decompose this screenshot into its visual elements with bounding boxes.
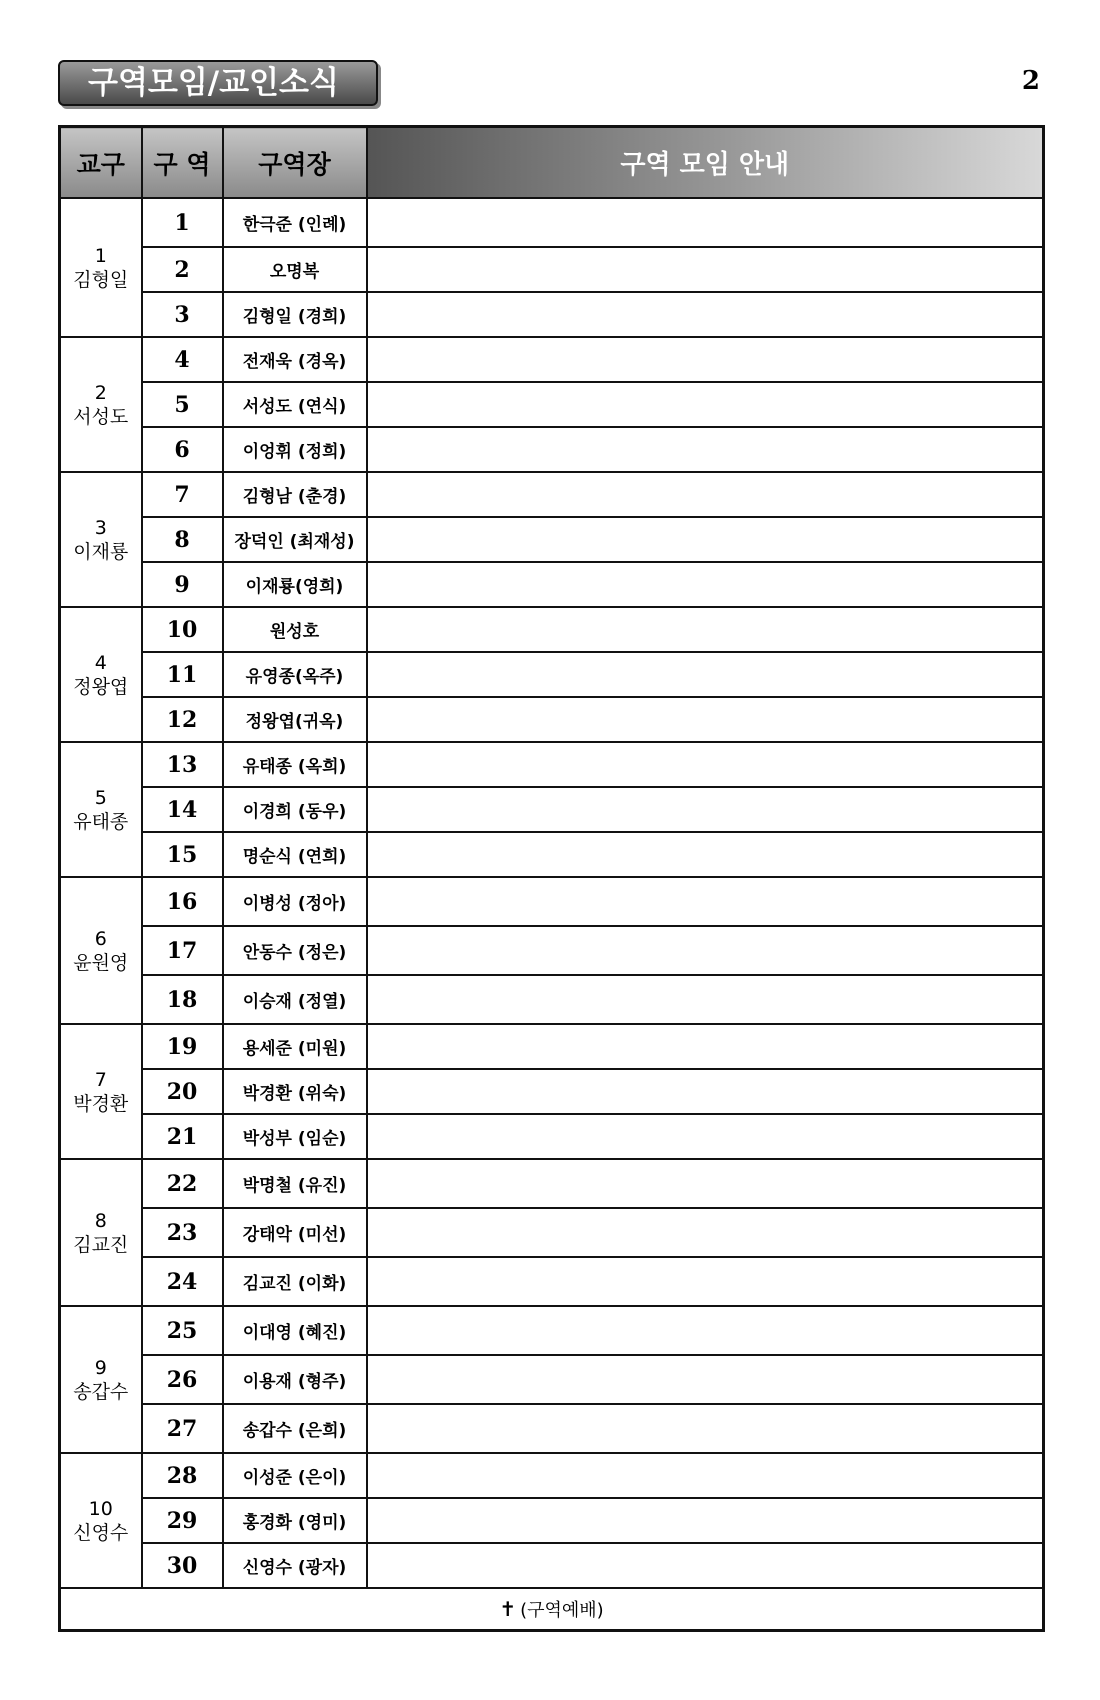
region-number: 11 — [142, 652, 223, 697]
table-row — [60, 832, 1044, 877]
region-number: 30 — [142, 1543, 223, 1588]
region-leader-name: 박경환 (위숙) — [223, 1069, 367, 1114]
district-number: 3 — [94, 516, 107, 539]
region-number: 9 — [142, 562, 223, 607]
district-number: 9 — [94, 1356, 107, 1379]
district-cell — [60, 1159, 142, 1306]
region-number: 12 — [142, 697, 223, 742]
footer-label: (구역예배) — [520, 1600, 604, 1621]
region-number: 2 — [142, 247, 223, 292]
region-number: 22 — [142, 1159, 223, 1208]
region-number: 20 — [142, 1069, 223, 1114]
meeting-guide-cell[interactable] — [367, 292, 1044, 337]
table-row — [60, 562, 1044, 607]
region-leader-name: 강태악 (미선) — [223, 1208, 367, 1257]
meeting-guide-cell[interactable] — [367, 1306, 1044, 1355]
region-number: 7 — [142, 472, 223, 517]
region-number: 8 — [142, 517, 223, 562]
region-leader-name: 신영수 (광자) — [223, 1543, 367, 1588]
region-number: 13 — [142, 742, 223, 787]
district-leader-name: 박경환 — [73, 1092, 129, 1115]
district-cell — [60, 472, 142, 607]
table-row — [60, 877, 1044, 926]
meeting-guide-cell[interactable] — [367, 1404, 1044, 1453]
table-row — [60, 1159, 1044, 1208]
district-cell — [60, 607, 142, 742]
table-row — [60, 1208, 1044, 1257]
column-header-region: 구 역 — [142, 127, 223, 199]
region-leader-name: 김형남 (춘경) — [223, 472, 367, 517]
district-cell — [60, 198, 142, 337]
region-number: 19 — [142, 1024, 223, 1069]
district-leader-name: 김형일 — [73, 268, 129, 291]
region-leader-name: 이경희 (동우) — [223, 787, 367, 832]
table-header-row — [60, 127, 1044, 199]
region-leader-name: 이승재 (정열) — [223, 975, 367, 1024]
district-leader-name: 이재룡 — [73, 540, 129, 563]
table-row — [60, 1498, 1044, 1543]
region-leader-name: 이재룡(영희) — [223, 562, 367, 607]
district-cell — [60, 337, 142, 472]
table-row — [60, 975, 1044, 1024]
region-leader-name: 장덕인 (최재성) — [223, 517, 367, 562]
table-row — [60, 292, 1044, 337]
district-leader-name: 서성도 — [73, 405, 129, 428]
region-number: 4 — [142, 337, 223, 382]
region-number: 6 — [142, 427, 223, 472]
region-leader-name: 한극준 (인례) — [223, 198, 367, 247]
table-row — [60, 1257, 1044, 1306]
district-cell — [60, 1453, 142, 1588]
district-number: 6 — [94, 927, 107, 950]
meeting-guide-cell[interactable] — [367, 1257, 1044, 1306]
region-number: 23 — [142, 1208, 223, 1257]
district-leader-name: 신영수 — [73, 1521, 129, 1544]
table-row — [60, 1114, 1044, 1159]
region-number: 15 — [142, 832, 223, 877]
region-leader-name: 전재욱 (경옥) — [223, 337, 367, 382]
region-leader-name: 이성준 (은이) — [223, 1453, 367, 1498]
page-title: 구역모임/교인소식 — [58, 60, 378, 106]
meeting-guide-cell[interactable] — [367, 742, 1044, 787]
meeting-guide-cell[interactable] — [367, 607, 1044, 652]
region-number: 10 — [142, 607, 223, 652]
meeting-guide-cell[interactable] — [367, 926, 1044, 975]
region-leader-name: 박성부 (임순) — [223, 1114, 367, 1159]
region-number: 5 — [142, 382, 223, 427]
region-leader-name: 이병성 (정아) — [223, 877, 367, 926]
region-leader-name: 정왕엽(귀옥) — [223, 697, 367, 742]
meeting-guide-cell[interactable] — [367, 1543, 1044, 1588]
table-row — [60, 1543, 1044, 1588]
table-row — [60, 337, 1044, 382]
region-leader-name: 오명복 — [223, 247, 367, 292]
meeting-guide-cell[interactable] — [367, 787, 1044, 832]
table-row — [60, 1024, 1044, 1069]
meeting-guide-cell[interactable] — [367, 337, 1044, 382]
district-leader-name: 정왕엽 — [73, 675, 129, 698]
meeting-guide-cell[interactable] — [367, 1453, 1044, 1498]
table-row — [60, 742, 1044, 787]
meeting-guide-cell[interactable] — [367, 1159, 1044, 1208]
table-row — [60, 787, 1044, 832]
meeting-guide-cell[interactable] — [367, 1069, 1044, 1114]
district-number: 4 — [94, 651, 107, 674]
region-number: 18 — [142, 975, 223, 1024]
meeting-guide-cell[interactable] — [367, 877, 1044, 926]
region-leader-name: 명순식 (연희) — [223, 832, 367, 877]
column-header-meeting-guide: 구역 모임 안내 — [367, 127, 1044, 199]
region-number: 27 — [142, 1404, 223, 1453]
region-leader-name: 원성호 — [223, 607, 367, 652]
region-leader-name: 유태종 (옥희) — [223, 742, 367, 787]
region-leader-name: 이용재 (형주) — [223, 1355, 367, 1404]
table-row — [60, 1069, 1044, 1114]
page-number: 2 — [1021, 66, 1040, 96]
table-row — [60, 697, 1044, 742]
column-header-leader: 구역장 — [223, 127, 367, 199]
footer-note — [60, 1588, 1044, 1631]
region-number: 16 — [142, 877, 223, 926]
table-row — [60, 427, 1044, 472]
table-footer-row — [60, 1588, 1044, 1631]
table-row — [60, 1306, 1044, 1355]
district-cell — [60, 877, 142, 1024]
meeting-guide-cell[interactable] — [367, 975, 1044, 1024]
meeting-guide-cell[interactable] — [367, 382, 1044, 427]
region-leader-name: 용세준 (미원) — [223, 1024, 367, 1069]
region-leader-name: 홍경화 (영미) — [223, 1498, 367, 1543]
region-leader-name: 이엉휘 (정희) — [223, 427, 367, 472]
district-number: 2 — [94, 381, 107, 404]
meeting-guide-cell[interactable] — [367, 652, 1044, 697]
region-leader-name: 김교진 (이화) — [223, 1257, 367, 1306]
table-row — [60, 1355, 1044, 1404]
region-number: 14 — [142, 787, 223, 832]
meeting-guide-cell[interactable] — [367, 1024, 1044, 1069]
meeting-guide-cell[interactable] — [367, 198, 1044, 247]
district-leader-name: 송갑수 — [73, 1380, 129, 1403]
district-number: 7 — [94, 1068, 107, 1091]
table-row — [60, 517, 1044, 562]
table-row — [60, 382, 1044, 427]
meeting-guide-cell[interactable] — [367, 1498, 1044, 1543]
district-cell — [60, 1306, 142, 1453]
meeting-guide-cell[interactable] — [367, 1355, 1044, 1404]
district-leader-name: 김교진 — [73, 1233, 129, 1256]
meeting-guide-cell[interactable] — [367, 517, 1044, 562]
district-number: 8 — [94, 1209, 107, 1232]
district-number: 5 — [94, 786, 107, 809]
table-row — [60, 926, 1044, 975]
district-cell — [60, 1024, 142, 1159]
table-row — [60, 247, 1044, 292]
meeting-guide-cell[interactable] — [367, 1208, 1044, 1257]
meeting-guide-cell[interactable] — [367, 247, 1044, 292]
region-leader-name: 이대영 (혜진) — [223, 1306, 367, 1355]
region-number: 24 — [142, 1257, 223, 1306]
region-number: 17 — [142, 926, 223, 975]
table-row — [60, 198, 1044, 247]
region-leader-name: 박명철 (유진) — [223, 1159, 367, 1208]
meeting-guide-cell[interactable] — [367, 562, 1044, 607]
region-number: 21 — [142, 1114, 223, 1159]
table-row — [60, 472, 1044, 517]
region-meeting-table — [58, 125, 1045, 1632]
table-row — [60, 1453, 1044, 1498]
region-leader-name: 서성도 (연식) — [223, 382, 367, 427]
region-number: 28 — [142, 1453, 223, 1498]
district-number: 10 — [88, 1497, 113, 1520]
table-row — [60, 607, 1044, 652]
meeting-guide-cell[interactable] — [367, 832, 1044, 877]
meeting-guide-cell[interactable] — [367, 427, 1044, 472]
table-row — [60, 652, 1044, 697]
region-leader-name: 안동수 (정은) — [223, 926, 367, 975]
district-leader-name: 윤원영 — [73, 951, 129, 974]
meeting-guide-cell[interactable] — [367, 472, 1044, 517]
region-leader-name: 유영종(옥주) — [223, 652, 367, 697]
meeting-guide-cell[interactable] — [367, 1114, 1044, 1159]
region-leader-name: 김형일 (경희) — [223, 292, 367, 337]
region-leader-name: 송갑수 (은희) — [223, 1404, 367, 1453]
table-body — [60, 198, 1044, 1588]
region-number: 26 — [142, 1355, 223, 1404]
region-number: 3 — [142, 292, 223, 337]
district-number: 1 — [94, 244, 107, 267]
table-row — [60, 1404, 1044, 1453]
meeting-guide-cell[interactable] — [367, 697, 1044, 742]
region-number: 1 — [142, 198, 223, 247]
district-cell — [60, 742, 142, 877]
column-header-district: 교구 — [60, 127, 142, 199]
region-number: 29 — [142, 1498, 223, 1543]
region-number: 25 — [142, 1306, 223, 1355]
cross-icon: ✝ — [499, 1597, 517, 1621]
district-leader-name: 유태종 — [73, 810, 129, 833]
